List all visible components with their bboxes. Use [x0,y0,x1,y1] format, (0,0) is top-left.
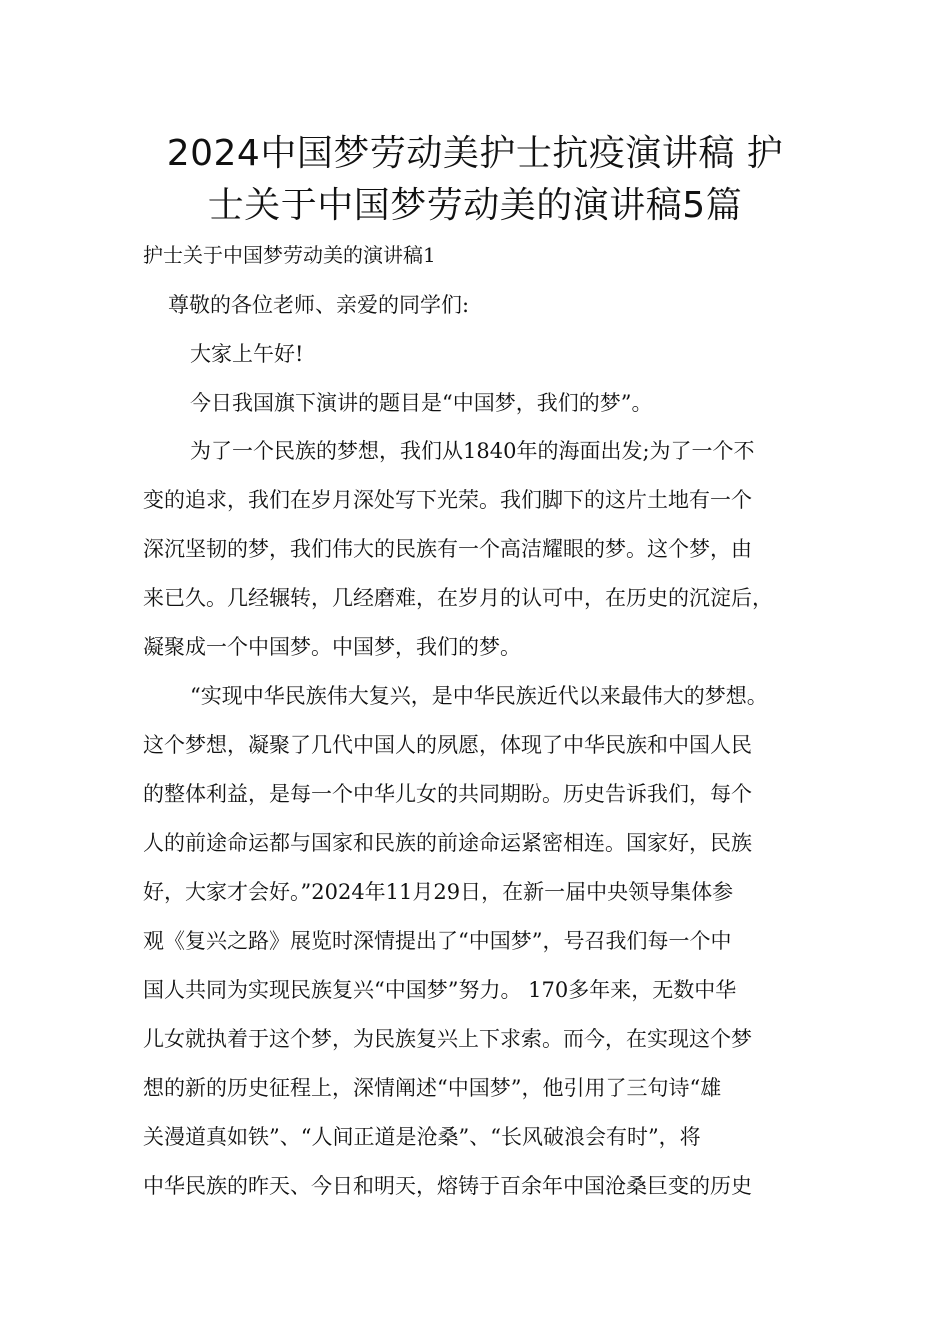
paragraph-line: 为了一个民族的梦想，我们从1840年的海面出发;为了一个不 [190,439,755,463]
title-line-1: 2024中国梦劳动美护士抗疫演讲稿 护 [166,133,784,174]
paragraph-line: 儿女就执着于这个梦，为民族复兴上下求索。而今，在实现这个梦 [143,1027,752,1051]
paragraph-line: 这个梦想，凝聚了几代中国人的夙愿，体现了中华民族和中国人民 [143,733,752,757]
paragraph-line: 关漫道真如铁”、“人间正道是沧桑”、“长风破浪会有时”，将 [143,1125,701,1149]
paragraph-line: “实现中华民族伟大复兴，是中华民族近代以来最伟大的梦想。 [190,684,768,708]
paragraph-line: 来已久。几经辗转，几经磨难，在岁月的认可中，在历史的沉淀后， [143,586,773,610]
salutation: 尊敬的各位老师、亲爱的同学们: [168,293,470,317]
document-title [100,128,850,232]
paragraph-line: 凝聚成一个中国梦。中国梦，我们的梦。 [143,635,521,659]
paragraph-line: 观《复兴之路》展览时深情提出了“中国梦”，号召我们每一个中 [143,929,732,953]
paragraph-line: 今日我国旗下演讲的题目是“中国梦，我们的梦”。 [190,391,653,415]
paragraph-line: 深沉坚韧的梦，我们伟大的民族有一个高洁耀眼的梦。这个梦，由 [143,537,752,561]
title-line-2: 士关于中国梦劳动美的演讲稿5篇 [207,185,743,226]
paragraph-line: 想的新的历史征程上，深情阐述“中国梦”，他引用了三句诗“雄 [143,1076,722,1100]
paragraph-line: 国人共同为实现民族复兴“中国梦”努力。 170多年来，无数中华 [143,978,737,1002]
paragraph-line: 中华民族的昨天、今日和明天，熔铸于百余年中国沧桑巨变的历史 [143,1174,752,1198]
paragraph-line: 变的追求，我们在岁月深处写下光荣。我们脚下的这片土地有一个 [143,488,752,512]
greeting: 大家上午好! [190,342,304,366]
paragraph-line: 人的前途命运都与国家和民族的前途命运紧密相连。国家好，民族 [143,831,752,855]
paragraph-line: 的整体利益，是每一个中华儿女的共同期盼。历史告诉我们，每个 [143,782,752,806]
document-subtitle: 护士关于中国梦劳动美的演讲稿1 [143,243,436,267]
paragraph-line: 好，大家才会好。”2024年11月29日，在新一届中央领导集体参 [143,880,734,904]
